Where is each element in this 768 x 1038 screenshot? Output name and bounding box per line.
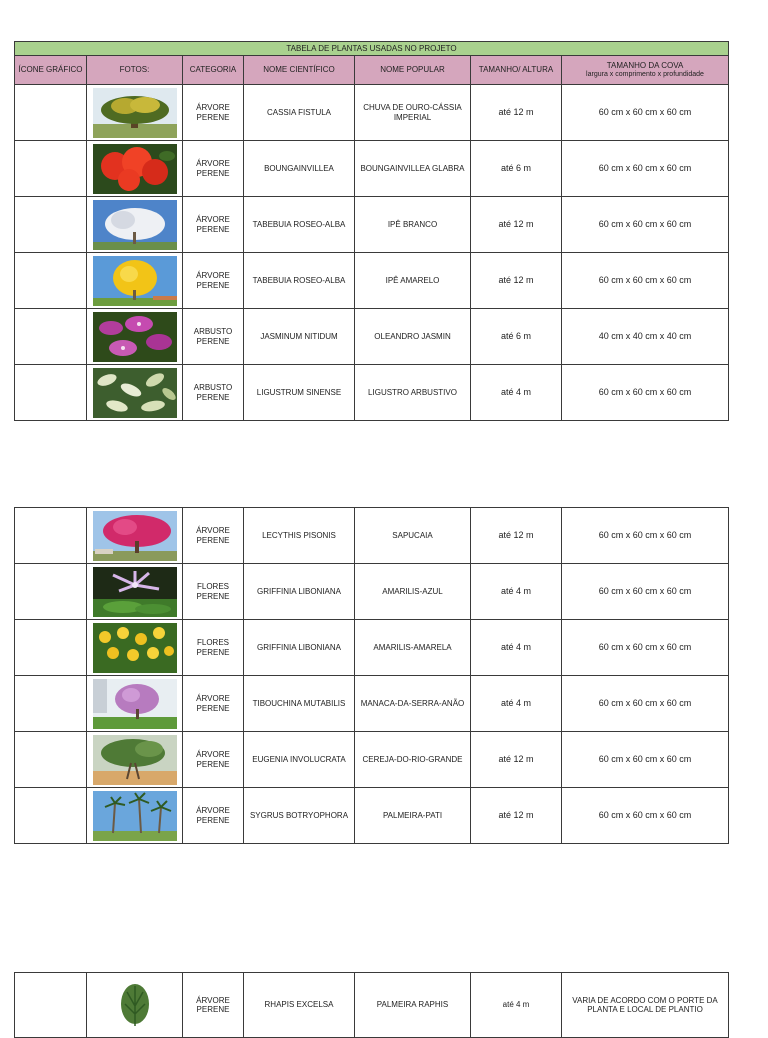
- table-title-row: [15, 42, 729, 56]
- categoria-line-1: FLORES: [196, 638, 229, 647]
- categoria-line-2: PERENE: [196, 815, 230, 825]
- categoria-cell: [183, 676, 244, 732]
- table-1-body: [15, 85, 729, 421]
- header-nome-popular: NOME POPULAR: [355, 56, 471, 85]
- nome-cientifico-cell: CASSIA FISTULA: [244, 85, 355, 141]
- altura-cell: até 4 m: [471, 676, 562, 732]
- icon-cell: [15, 732, 87, 788]
- cova-cell: [562, 141, 729, 197]
- cova-cell: [562, 85, 729, 141]
- categoria-cell: [183, 620, 244, 676]
- table-2-body: [15, 508, 729, 844]
- categoria-line-2: PERENE: [196, 759, 230, 769]
- plant-photo: [93, 200, 177, 250]
- categoria-line-2: PERENE: [196, 535, 230, 545]
- photo-cell: [87, 197, 183, 253]
- cova-cell: [562, 620, 729, 676]
- categoria-cell: [183, 973, 244, 1038]
- cova-line-1: VARIA DE ACORDO COM O PORTE DA: [572, 995, 718, 1005]
- popular-line-2: IMPERIAL: [393, 112, 432, 122]
- altura-cell: até 12 m: [471, 253, 562, 309]
- cova-line-2: PLANTA E LOCAL DE PLANTIO: [587, 1005, 703, 1014]
- cova-line-1: 60 cm x 60 cm x 60 cm: [598, 753, 692, 764]
- table-row: [15, 676, 729, 732]
- nome-cientifico-cell: SYGRUS BOTRYOPHORA: [244, 788, 355, 844]
- icon-cell: [15, 788, 87, 844]
- table-row: [15, 197, 729, 253]
- icon-cell: [15, 620, 87, 676]
- plant-photo: [93, 368, 177, 418]
- altura-cell: até 12 m: [471, 85, 562, 141]
- cova-line-1: 60 cm x 60 cm x 60 cm: [598, 274, 692, 285]
- cova-line-1: 60 cm x 60 cm x 60 cm: [598, 106, 692, 117]
- cova-cell: [562, 197, 729, 253]
- nome-cientifico-cell: GRIFFINIA LIBONIANA: [244, 620, 355, 676]
- categoria-line-1: ÁRVORE: [196, 159, 230, 168]
- popular-line-1: OLEANDRO JASMIN: [374, 331, 451, 341]
- nome-popular-cell: [355, 788, 471, 844]
- categoria-line-2: PERENE: [196, 591, 230, 601]
- categoria-cell: [183, 732, 244, 788]
- plant-photo: [93, 567, 177, 617]
- header-tamanho-altura: TAMANHO/ ALTURA: [471, 56, 562, 85]
- categoria-cell: [183, 508, 244, 564]
- plant-photo: [93, 791, 177, 841]
- categoria-cell: [183, 85, 244, 141]
- categoria-line-2: PERENE: [196, 703, 230, 713]
- table-3-body: [15, 973, 729, 1038]
- photo-cell: [87, 732, 183, 788]
- altura-cell: até 12 m: [471, 788, 562, 844]
- cova-cell: [562, 365, 729, 421]
- table-row: [15, 564, 729, 620]
- table-row: [15, 141, 729, 197]
- cova-cell: [562, 788, 729, 844]
- categoria-line-2: PERENE: [196, 168, 230, 178]
- icon-cell: [15, 676, 87, 732]
- header-icone: ÍCONE GRÁFICO: [15, 56, 87, 85]
- plant-photo: [93, 623, 177, 673]
- popular-line-1: SAPUCAIA: [392, 530, 433, 540]
- header-tamanho-cova: [562, 56, 729, 85]
- altura-cell: até 12 m: [471, 508, 562, 564]
- photo-cell: [87, 141, 183, 197]
- nome-cientifico-cell: BOUNGAINVILLEA: [244, 141, 355, 197]
- table-row: [15, 309, 729, 365]
- plant-photo: [93, 735, 177, 785]
- categoria-line-1: ÁRVORE: [196, 806, 230, 815]
- popular-line-1: PALMEIRA-PATI: [382, 810, 443, 820]
- categoria-cell: [183, 253, 244, 309]
- categoria-line-1: ÁRVORE: [196, 750, 230, 759]
- photo-cell: [87, 973, 183, 1038]
- nome-cientifico-cell: LECYTHIS PISONIS: [244, 508, 355, 564]
- table-row: [15, 508, 729, 564]
- popular-line-1: LIGUSTRO ARBUSTIVO: [368, 387, 457, 397]
- categoria-cell: [183, 309, 244, 365]
- altura-cell: até 4 m: [471, 973, 562, 1038]
- nome-cientifico-cell: LIGUSTRUM SINENSE: [244, 365, 355, 421]
- categoria-line-2: PERENE: [196, 336, 230, 346]
- plants-table-3: [14, 972, 729, 1038]
- photo-cell: [87, 620, 183, 676]
- table-row: [15, 788, 729, 844]
- nome-cientifico-cell: EUGENIA INVOLUCRATA: [244, 732, 355, 788]
- photo-cell: [87, 788, 183, 844]
- plant-photo: [93, 679, 177, 729]
- icon-cell: [15, 309, 87, 365]
- photo-cell: [87, 253, 183, 309]
- icon-cell: [15, 508, 87, 564]
- plant-photo: [93, 88, 177, 138]
- cova-line-1: 60 cm x 60 cm x 60 cm: [598, 585, 692, 596]
- popular-line-1: CHUVA DE OURO-CÁSSIA: [363, 103, 462, 112]
- categoria-line-1: ÁRVORE: [196, 526, 230, 535]
- popular-line-1: MANACA-DA-SERRA-ANÃO: [360, 698, 465, 708]
- categoria-line-2: PERENE: [196, 1005, 230, 1014]
- photo-cell: [87, 676, 183, 732]
- header-nome-cientifico: NOME CIENTÍFICO: [244, 56, 355, 85]
- popular-line-1: AMARILIS-AMARELA: [373, 642, 452, 652]
- popular-line-1: AMARILIS-AZUL: [382, 586, 443, 596]
- categoria-line-2: PERENE: [196, 224, 230, 234]
- cova-cell: [562, 732, 729, 788]
- altura-cell: até 12 m: [471, 197, 562, 253]
- cova-cell: [562, 309, 729, 365]
- categoria-cell: [183, 564, 244, 620]
- cova-line-1: 40 cm x 40 cm x 40 cm: [598, 330, 692, 341]
- table-row: [15, 973, 729, 1038]
- nome-cientifico-cell: TABEBUIA ROSEO-ALBA: [244, 253, 355, 309]
- nome-cientifico-cell: RHAPIS EXCELSA: [244, 973, 355, 1038]
- photo-cell: [87, 508, 183, 564]
- categoria-line-1: ÁRVORE: [196, 995, 230, 1005]
- header-tamanho-cova-sub: largura x comprimento x profundidade: [586, 70, 704, 78]
- cova-line-1: 60 cm x 60 cm x 60 cm: [598, 386, 692, 397]
- table-row: [15, 85, 729, 141]
- header-fotos: FOTOS:: [87, 56, 183, 85]
- plant-photo: [93, 982, 177, 1032]
- categoria-line-1: ARBUSTO: [193, 383, 233, 392]
- categoria-cell: [183, 788, 244, 844]
- icon-cell: [15, 973, 87, 1038]
- plant-photo: [93, 312, 177, 362]
- categoria-line-2: PERENE: [196, 647, 230, 657]
- cova-line-1: 60 cm x 60 cm x 60 cm: [598, 529, 692, 540]
- nome-cientifico-cell: GRIFFINIA LIBONIANA: [244, 564, 355, 620]
- header-tamanho-cova-title: TAMANHO DA COVA: [606, 61, 684, 71]
- icon-cell: [15, 253, 87, 309]
- table-header-row: [15, 56, 729, 85]
- categoria-cell: [183, 197, 244, 253]
- cova-cell: [562, 973, 729, 1038]
- altura-cell: até 4 m: [471, 564, 562, 620]
- table-row: [15, 253, 729, 309]
- cova-line-1: 60 cm x 60 cm x 60 cm: [598, 162, 692, 173]
- icon-cell: [15, 141, 87, 197]
- plant-photo: [93, 511, 177, 561]
- photo-cell: [87, 309, 183, 365]
- cova-line-1: 60 cm x 60 cm x 60 cm: [598, 809, 692, 820]
- nome-popular-cell: [355, 732, 471, 788]
- nome-popular-cell: [355, 676, 471, 732]
- nome-popular-cell: [355, 253, 471, 309]
- altura-cell: até 4 m: [471, 620, 562, 676]
- plants-table-1: [14, 41, 729, 421]
- photo-cell: [87, 564, 183, 620]
- altura-cell: até 6 m: [471, 309, 562, 365]
- cova-line-1: 60 cm x 60 cm x 60 cm: [598, 641, 692, 652]
- nome-popular-cell: [355, 620, 471, 676]
- table-row: [15, 365, 729, 421]
- categoria-line-2: PERENE: [196, 112, 230, 122]
- nome-popular-cell: [355, 564, 471, 620]
- cova-line-1: 60 cm x 60 cm x 60 cm: [598, 218, 692, 229]
- popular-line-1: CEREJA-DO-RIO-GRANDE: [362, 754, 463, 764]
- cova-cell: [562, 564, 729, 620]
- categoria-line-2: PERENE: [196, 392, 230, 402]
- nome-popular-cell: [355, 365, 471, 421]
- photo-cell: [87, 365, 183, 421]
- nome-cientifico-cell: TIBOUCHINA MUTABILIS: [244, 676, 355, 732]
- nome-popular-cell: [355, 508, 471, 564]
- nome-cientifico-cell: JASMINUM NITIDUM: [244, 309, 355, 365]
- table-row: [15, 620, 729, 676]
- cova-line-1: 60 cm x 60 cm x 60 cm: [598, 697, 692, 708]
- plants-table-2: [14, 507, 729, 844]
- icon-cell: [15, 365, 87, 421]
- icon-cell: [15, 197, 87, 253]
- categoria-line-1: ÁRVORE: [196, 103, 230, 112]
- cova-cell: [562, 508, 729, 564]
- categoria-line-1: ÁRVORE: [196, 694, 230, 703]
- nome-popular-cell: [355, 197, 471, 253]
- table-title: TABELA DE PLANTAS USADAS NO PROJETO: [15, 42, 729, 56]
- nome-cientifico-cell: TABEBUIA ROSEO-ALBA: [244, 197, 355, 253]
- plant-photo: [93, 144, 177, 194]
- cova-cell: [562, 253, 729, 309]
- categoria-line-1: ARBUSTO: [193, 327, 233, 336]
- photo-cell: [87, 85, 183, 141]
- categoria-line-2: PERENE: [196, 280, 230, 290]
- nome-popular-cell: [355, 141, 471, 197]
- nome-popular-cell: [355, 973, 471, 1038]
- header-categoria: CATEGORIA: [183, 56, 244, 85]
- icon-cell: [15, 564, 87, 620]
- categoria-line-1: ÁRVORE: [196, 215, 230, 224]
- altura-cell: até 4 m: [471, 365, 562, 421]
- cova-cell: [562, 676, 729, 732]
- altura-cell: até 6 m: [471, 141, 562, 197]
- categoria-cell: [183, 365, 244, 421]
- categoria-line-1: ÁRVORE: [196, 271, 230, 280]
- nome-popular-cell: [355, 309, 471, 365]
- icon-cell: [15, 85, 87, 141]
- table-row: [15, 732, 729, 788]
- categoria-line-1: FLORES: [196, 582, 229, 591]
- popular-line-1: BOUNGAINVILLEA GLABRA: [360, 163, 465, 173]
- altura-cell: até 12 m: [471, 732, 562, 788]
- plant-photo: [93, 256, 177, 306]
- nome-popular-cell: [355, 85, 471, 141]
- popular-line-1: IPÊ BRANCO: [387, 219, 438, 229]
- popular-line-1: PALMEIRA RAPHIS: [376, 1000, 449, 1010]
- categoria-cell: [183, 141, 244, 197]
- popular-line-1: IPÊ AMARELO: [385, 275, 440, 285]
